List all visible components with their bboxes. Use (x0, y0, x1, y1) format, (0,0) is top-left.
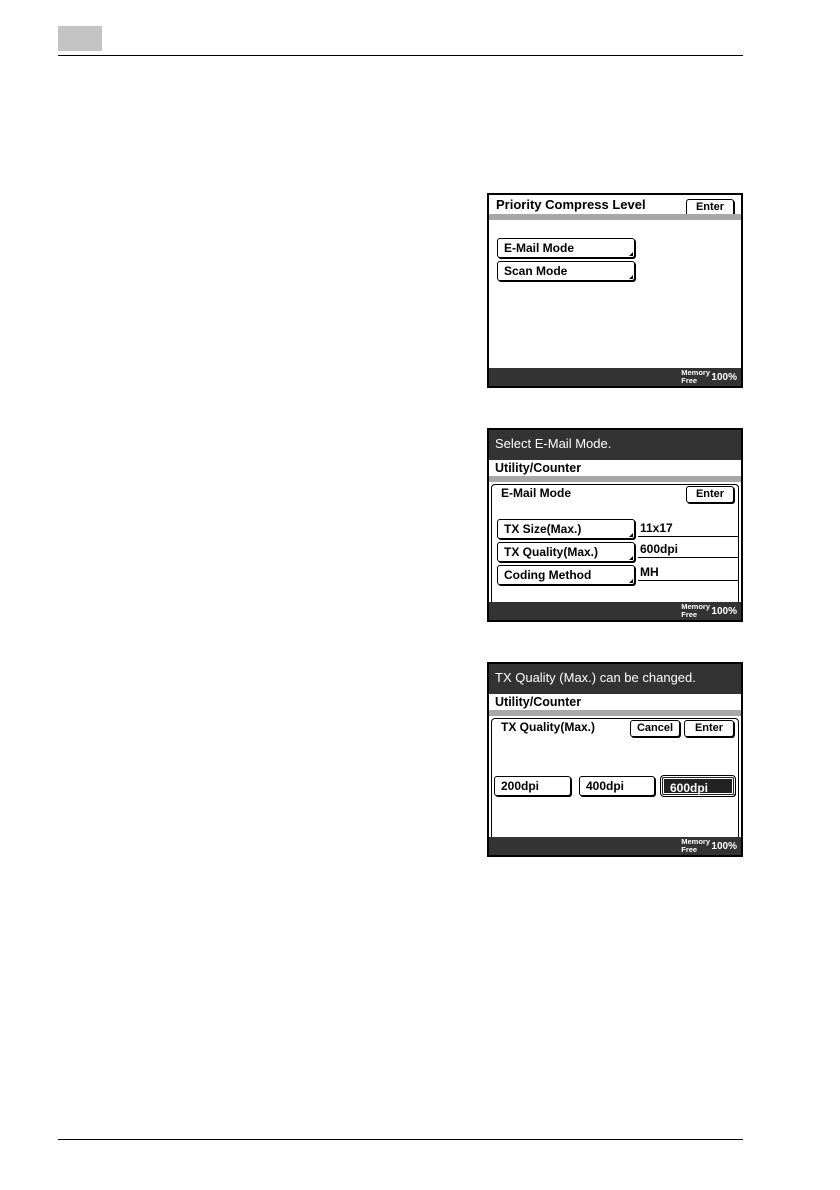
corner-icon (629, 533, 633, 537)
option-200dpi-button[interactable]: 200dpi (494, 776, 571, 796)
header-divider (489, 710, 741, 716)
email-mode-button[interactable] (497, 238, 635, 258)
screen-email-mode (487, 428, 743, 622)
enter-button[interactable]: Enter (686, 486, 734, 503)
tx-size-button[interactable] (497, 519, 635, 539)
screen-tx-quality (487, 662, 743, 857)
button-label: E-Mail Mode (504, 241, 575, 255)
utility-counter-header: Utility/Counter (495, 461, 582, 475)
memory-status-bar (489, 602, 741, 620)
screen-title: Priority Compress Level (496, 197, 646, 212)
screen-priority-compress-level (487, 193, 743, 388)
option-600dpi-button[interactable]: 600dpi (661, 776, 735, 796)
message-bar: Select E-Mail Mode. (489, 430, 741, 460)
scan-mode-button[interactable] (497, 261, 635, 281)
header-divider (489, 476, 741, 482)
enter-button[interactable]: Enter (684, 720, 734, 737)
page-tab-marker (58, 26, 102, 51)
button-label: Coding Method (504, 568, 592, 582)
enter-button[interactable]: Enter (686, 199, 734, 216)
memory-free-value: 100% (711, 606, 737, 617)
button-label: TX Size(Max.) (504, 522, 582, 536)
memory-free-value: 100% (711, 841, 737, 852)
corner-icon (629, 556, 633, 560)
memory-free-label: Memory Free (681, 602, 710, 619)
coding-method-value: MH (638, 563, 738, 581)
corner-icon (629, 579, 633, 583)
option-400dpi-button[interactable]: 400dpi (579, 776, 655, 796)
header-rule (58, 55, 743, 56)
cancel-button[interactable]: Cancel (630, 720, 680, 737)
memory-free-value: 100% (711, 372, 737, 383)
button-label: TX Quality(Max.) (504, 545, 599, 559)
message-bar: TX Quality (Max.) can be changed. (489, 664, 741, 694)
corner-icon (629, 252, 633, 256)
footer-rule (58, 1139, 743, 1140)
tx-quality-value: 600dpi (638, 540, 738, 558)
title-divider (489, 214, 741, 220)
corner-icon (629, 275, 633, 279)
tab-title: TX Quality(Max.) (501, 720, 596, 734)
tab-title: E-Mail Mode (501, 486, 572, 500)
memory-free-label: Memory Free (681, 837, 710, 854)
utility-counter-header: Utility/Counter (495, 695, 582, 709)
tx-size-value: 11x17 (638, 519, 738, 537)
memory-status-bar (489, 368, 741, 386)
tx-quality-button[interactable] (497, 542, 635, 562)
memory-free-label: Memory Free (681, 368, 710, 385)
coding-method-button[interactable] (497, 565, 635, 585)
memory-status-bar (489, 837, 741, 855)
button-label: Scan Mode (504, 264, 568, 278)
